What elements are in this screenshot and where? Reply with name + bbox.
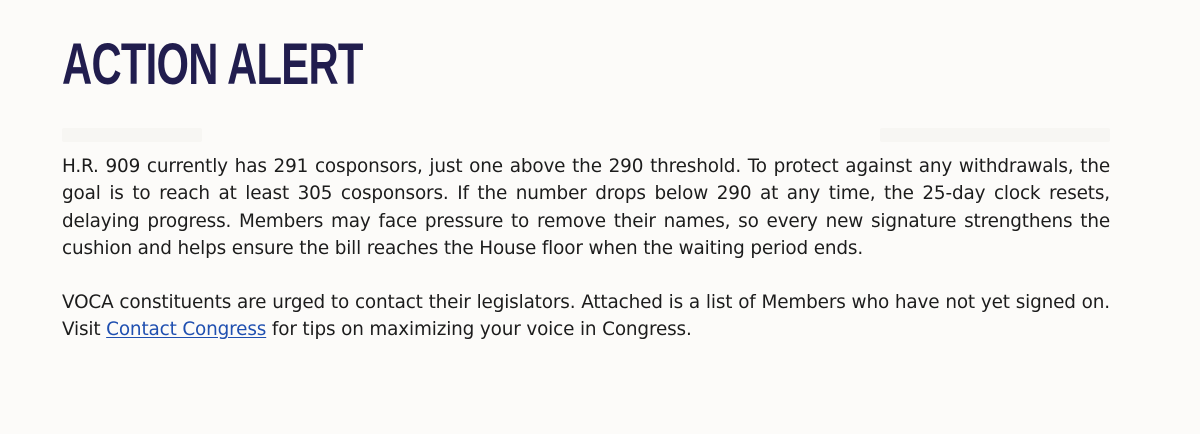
paragraph-text-after-link: for tips on maximizing your voice in Congress. <box>266 319 692 341</box>
contact-congress-link[interactable]: Contact Congress <box>106 319 267 341</box>
paragraph-text-before-link: VOCA constituents are urged to contact their legislators. Attached is a list of Members who have not yet signed on. Visit <box>62 292 1110 341</box>
page-title: ACTION ALERT <box>62 32 363 97</box>
faded-left-text <box>62 128 202 142</box>
paragraph-cosponsors: H.R. 909 currently has 291 cosponsors, just one above the 290 threshold. To protect against any withdrawals, the goal is to reach at least 305 cosponsors. If the number drops below 290 at any time, the 25-day clock resets, delaying progress. Members may face pressure to remove their names, so every new signature strengthens the cushion and helps ensure the bill reaches the House floor when the waiting period ends. <box>62 156 1110 259</box>
faded-header-row <box>62 124 1110 148</box>
alert-body <box>62 153 1110 344</box>
paragraph-call-to-action <box>62 289 1110 344</box>
faded-right-text <box>880 128 1110 142</box>
